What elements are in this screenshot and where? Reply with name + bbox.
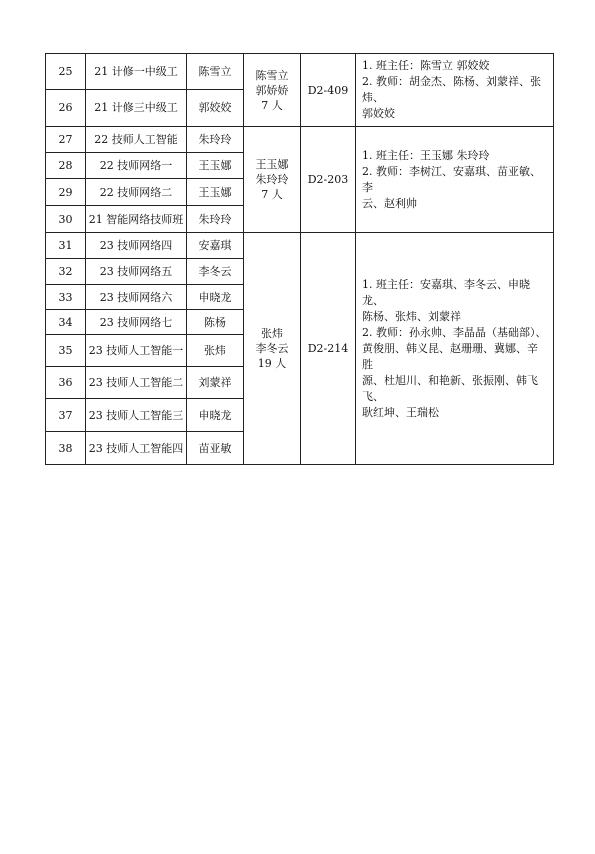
class-name-cell: 23 技师网络七 [86, 310, 187, 335]
staff-line: 源、杜旭川、和艳新、张振刚、韩飞飞、 [362, 373, 538, 403]
staff-line: 黄俊朋、韩义昆、赵珊珊、冀娜、辛胜 [362, 341, 538, 371]
invigilator-line: 7 人 [261, 98, 283, 112]
class-name-cell: 23 技师网络五 [86, 259, 187, 285]
seq-number-cell: 32 [46, 259, 86, 285]
invigilator-line: 19 人 [257, 357, 287, 370]
staff-list-cell [356, 54, 554, 127]
seq-number-cell: 25 [46, 54, 86, 90]
seq-number-cell: 26 [46, 89, 86, 126]
seq-number-cell: 31 [46, 233, 86, 259]
head-teacher-cell: 刘蒙祥 [187, 367, 244, 399]
seq-number-cell: 34 [46, 310, 86, 335]
invigilator-line: 王玉娜 [255, 158, 289, 171]
head-teacher-cell: 申晓龙 [187, 399, 244, 432]
invigilator-line: 陈雪立 [255, 68, 289, 82]
class-name-cell: 21 计修一中级工 [86, 54, 187, 90]
head-teacher-cell: 申晓龙 [187, 285, 244, 310]
invigilator-line: 张炜 [261, 327, 283, 340]
head-teacher-cell: 王玉娜 [187, 179, 244, 206]
table-row [46, 54, 554, 90]
class-name-cell: 23 技师网络六 [86, 285, 187, 310]
seq-number-cell: 30 [46, 206, 86, 233]
seq-number-cell: 27 [46, 127, 86, 153]
invigilator-line: 郭娇娇 [255, 83, 289, 97]
invigilators-cell [244, 127, 301, 233]
head-teacher-cell: 安嘉琪 [187, 233, 244, 259]
class-name-cell: 22 技师网络一 [86, 153, 187, 179]
staff-line: 2. 教师：孙永帅、李晶晶（基础部）、 [362, 325, 547, 339]
staff-line: 耿红坤、王瑞松 [362, 405, 439, 419]
head-teacher-cell: 陈雪立 [187, 54, 244, 90]
seq-number-cell: 29 [46, 179, 86, 206]
exam-staff-table [45, 53, 554, 465]
staff-line: 1. 班主任：陈雪立 郭姣姣 [362, 59, 490, 72]
table-row [46, 127, 554, 153]
seq-number-cell: 33 [46, 285, 86, 310]
seq-number-cell: 36 [46, 367, 86, 399]
head-teacher-cell: 苗亚敏 [187, 432, 244, 465]
staff-line: 1. 班主任：王玉娜 朱玲玲 [362, 148, 490, 162]
head-teacher-cell: 郭姣姣 [187, 89, 244, 126]
class-name-cell: 22 技师网络二 [86, 179, 187, 206]
class-name-cell: 21 智能网络技师班 [86, 206, 187, 233]
room-cell: D2-409 [301, 54, 356, 127]
seq-number-cell: 38 [46, 432, 86, 465]
staff-line: 1. 班主任：安嘉琪、李冬云、申晓龙、 [362, 277, 530, 307]
head-teacher-cell: 朱玲玲 [187, 206, 244, 233]
invigilator-line: 朱玲玲 [255, 173, 289, 186]
invigilators-cell [244, 233, 301, 465]
seq-number-cell: 37 [46, 399, 86, 432]
staff-line: 陈杨、张炜、刘蒙祥 [362, 309, 461, 323]
staff-list-cell [356, 127, 554, 233]
head-teacher-cell: 张炜 [187, 335, 244, 367]
staff-list-cell [356, 233, 554, 465]
invigilators-cell [244, 54, 301, 127]
room-cell: D2-214 [301, 233, 356, 465]
class-name-cell: 23 技师人工智能一 [86, 335, 187, 367]
staff-line: 2. 教师：胡金杰、陈杨、刘蒙祥、张炜、 [362, 75, 541, 104]
invigilator-line: 7 人 [261, 188, 283, 201]
seq-number-cell: 28 [46, 153, 86, 179]
head-teacher-cell: 王玉娜 [187, 153, 244, 179]
staff-line: 云、赵利帅 [362, 196, 417, 210]
staff-line: 2. 教师：李树江、安嘉琪、苗亚敏、李 [362, 164, 541, 194]
class-name-cell: 23 技师人工智能三 [86, 399, 187, 432]
room-cell: D2-203 [301, 127, 356, 233]
staff-line: 郭姣姣 [362, 107, 395, 120]
head-teacher-cell: 陈杨 [187, 310, 244, 335]
seq-number-cell: 35 [46, 335, 86, 367]
class-name-cell: 23 技师人工智能二 [86, 367, 187, 399]
head-teacher-cell: 朱玲玲 [187, 127, 244, 153]
head-teacher-cell: 李冬云 [187, 259, 244, 285]
table-row [46, 233, 554, 259]
class-name-cell: 23 技师人工智能四 [86, 432, 187, 465]
class-name-cell: 22 技师人工智能 [86, 127, 187, 153]
invigilator-line: 李冬云 [255, 342, 289, 355]
class-name-cell: 23 技师网络四 [86, 233, 187, 259]
class-name-cell: 21 计修三中级工 [86, 89, 187, 126]
